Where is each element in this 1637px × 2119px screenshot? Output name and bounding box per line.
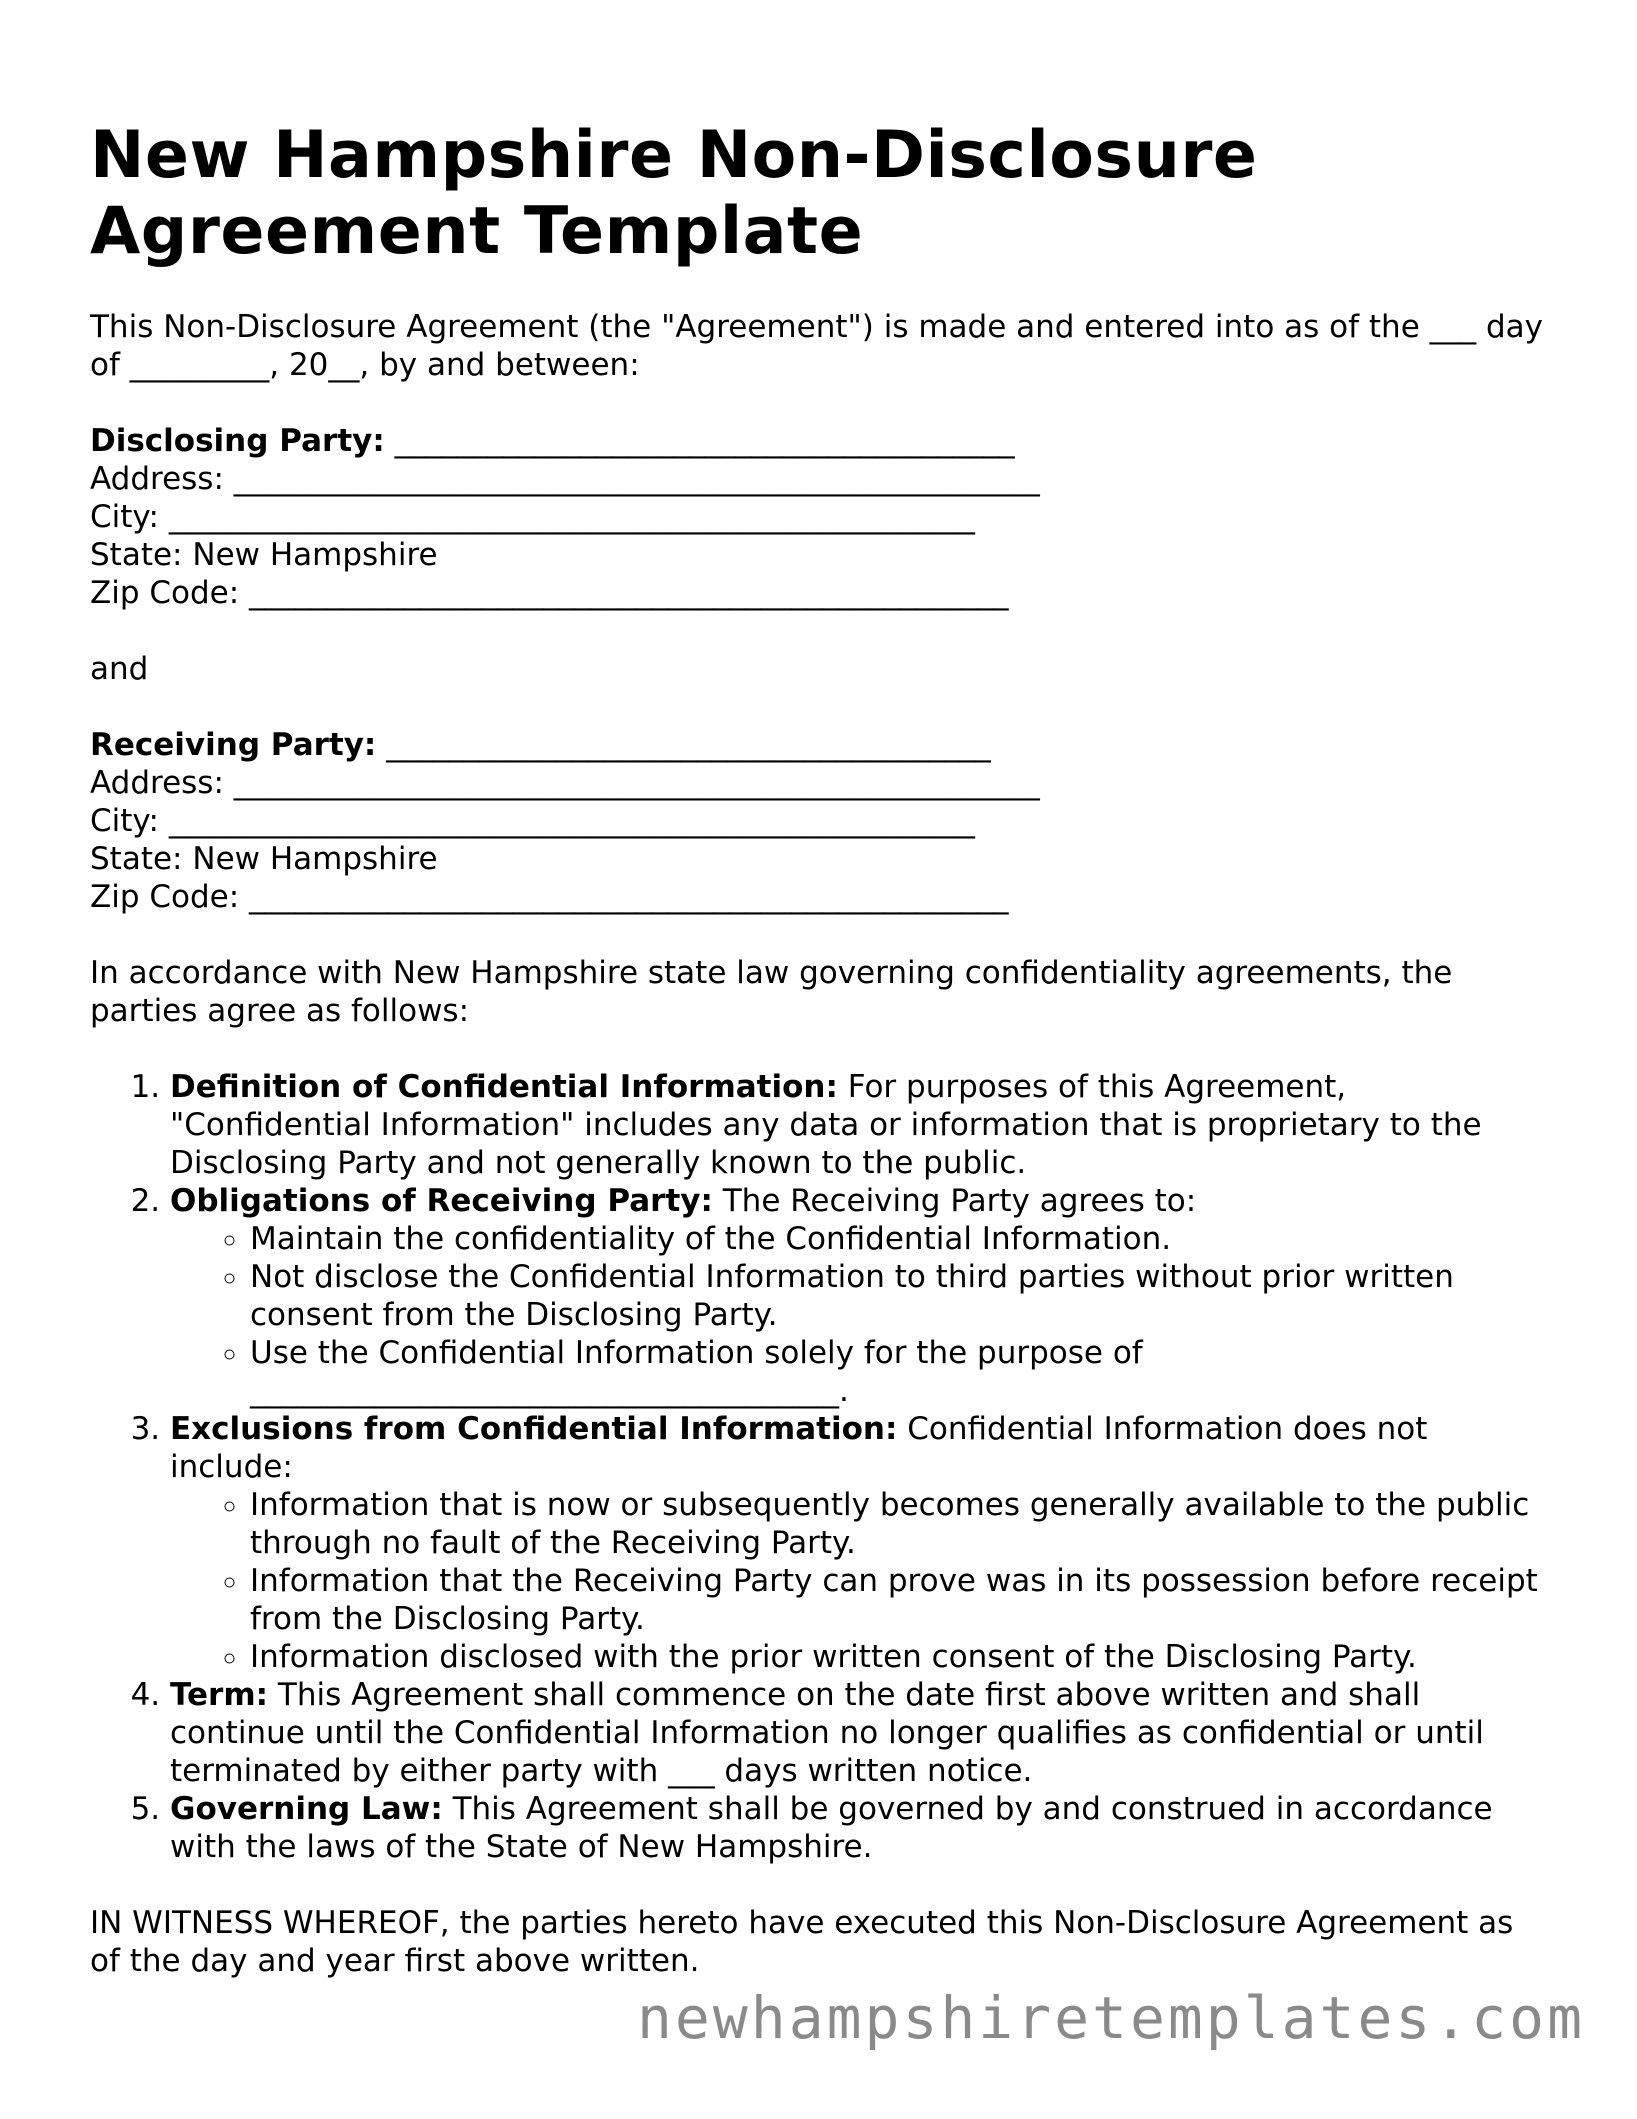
and-text: and [90, 651, 149, 687]
clause-exclusions [170, 1410, 1550, 1676]
receiving-zip-line [90, 878, 1550, 916]
disclosing-state-line [90, 536, 1550, 574]
witness-paragraph: IN WITNESS WHEREOF, the parties hereto have executed this Non-Disclosure Agreement as of the day and year first above written. [90, 1905, 1514, 1979]
clauses-list [90, 1068, 1550, 1866]
clause-heading: Definition of Confidential Information: [170, 1069, 838, 1105]
receiving-address-label: Address: [90, 765, 224, 801]
clause-heading: Governing Law: [170, 1791, 443, 1827]
obligations-sublist [170, 1220, 1550, 1410]
list-item: ◦ Information that is now or subsequently becomes generally available to the public through no fault of the Receiving Party. [250, 1486, 1550, 1562]
receiving-state-label: State: [90, 841, 183, 877]
disclosing-party-name-blank: ________________________________________ [394, 423, 1015, 459]
receiving-party-label: Receiving Party: [90, 727, 377, 763]
clause-text: For purposes of this Agreement, "Confidential Information" includes any data or information that is proprietary to the Disclosing Party and not generally known to the public. [170, 1069, 1482, 1181]
disclosing-city-line [90, 498, 1550, 536]
receiving-address-line [90, 764, 1550, 802]
receiving-party-name-blank: _______________________________________ [386, 727, 991, 763]
clause-text: Confidential Information does not include: [170, 1411, 1428, 1485]
list-item: ◦ Information disclosed with the prior written consent of the Disclosing Party. [250, 1638, 1550, 1676]
watermark: newhampshiretemplates.com [637, 1984, 1585, 2052]
disclosing-city-label: City: [90, 499, 159, 535]
clause-definition [170, 1068, 1550, 1182]
exclusions-sublist [170, 1486, 1550, 1676]
list-item: ◦ Not disclose the Confidential Information to third parties without prior written consent from the Disclosing Party. [250, 1258, 1550, 1334]
clause-governing-law [170, 1790, 1550, 1866]
clause-text: This Agreement shall commence on the date first above written and shall continue until the Confidential Information no longer qualifies as confidential or until terminated by either party with ___ days written notice. [170, 1677, 1484, 1789]
clause-text: This Agreement shall be governed by and construed in accordance with the laws of the State of New Hampshire. [170, 1791, 1493, 1865]
document-title: New Hampshire Non-Disclosure Agreement Template [90, 118, 1258, 269]
lead-in-paragraph: In accordance with New Hampshire state law governing confidentiality agreements, the parties agree as follows: [90, 955, 1453, 1029]
clause-heading: Term: [170, 1677, 269, 1713]
receiving-address-blank: ____________________________________________________ [233, 765, 1040, 801]
disclosing-zip-blank: _________________________________________________ [249, 575, 1009, 611]
receiving-zip-label: Zip Code: [90, 879, 240, 915]
clause-obligations [170, 1182, 1550, 1410]
receiving-city-line [90, 802, 1550, 840]
intro-paragraph: This Non-Disclosure Agreement (the "Agreement") is made and entered into as of the ___ day of _________, 20__, by and between: [90, 309, 1543, 383]
document-page [90, 118, 1550, 1980]
receiving-state-line [90, 840, 1550, 878]
disclosing-party-name-line [90, 422, 1550, 460]
clause-term [170, 1676, 1550, 1790]
receiving-zip-blank: _________________________________________________ [249, 879, 1009, 915]
disclosing-city-blank: ____________________________________________________ [168, 499, 975, 535]
disclosing-address-label: Address: [90, 461, 224, 497]
disclosing-zip-line [90, 574, 1550, 612]
clause-heading: Exclusions from Confidential Information: [170, 1411, 898, 1447]
disclosing-party-label: Disclosing Party: [90, 423, 385, 459]
receiving-party-name-line [90, 726, 1550, 764]
list-item: ◦ Maintain the confidentiality of the Confidential Information. [250, 1220, 1550, 1258]
receiving-city-label: City: [90, 803, 159, 839]
clause-text: The Receiving Party agrees to: [712, 1183, 1197, 1219]
disclosing-party-block [90, 422, 1550, 612]
receiving-party-block [90, 726, 1550, 916]
disclosing-address-line [90, 460, 1550, 498]
disclosing-state-label: State: [90, 537, 183, 573]
disclosing-state-value: New Hampshire [192, 537, 438, 573]
disclosing-zip-label: Zip Code: [90, 575, 240, 611]
receiving-city-blank: ____________________________________________________ [168, 803, 975, 839]
list-item: ◦ Use the Confidential Information solely for the purpose of ______________________________________. [250, 1334, 1550, 1410]
receiving-state-value: New Hampshire [192, 841, 438, 877]
disclosing-address-blank: ____________________________________________________ [233, 461, 1040, 497]
clause-heading: Obligations of Receiving Party: [170, 1183, 713, 1219]
list-item: ◦ Information that the Receiving Party can prove was in its possession before receipt from the Disclosing Party. [250, 1562, 1550, 1638]
